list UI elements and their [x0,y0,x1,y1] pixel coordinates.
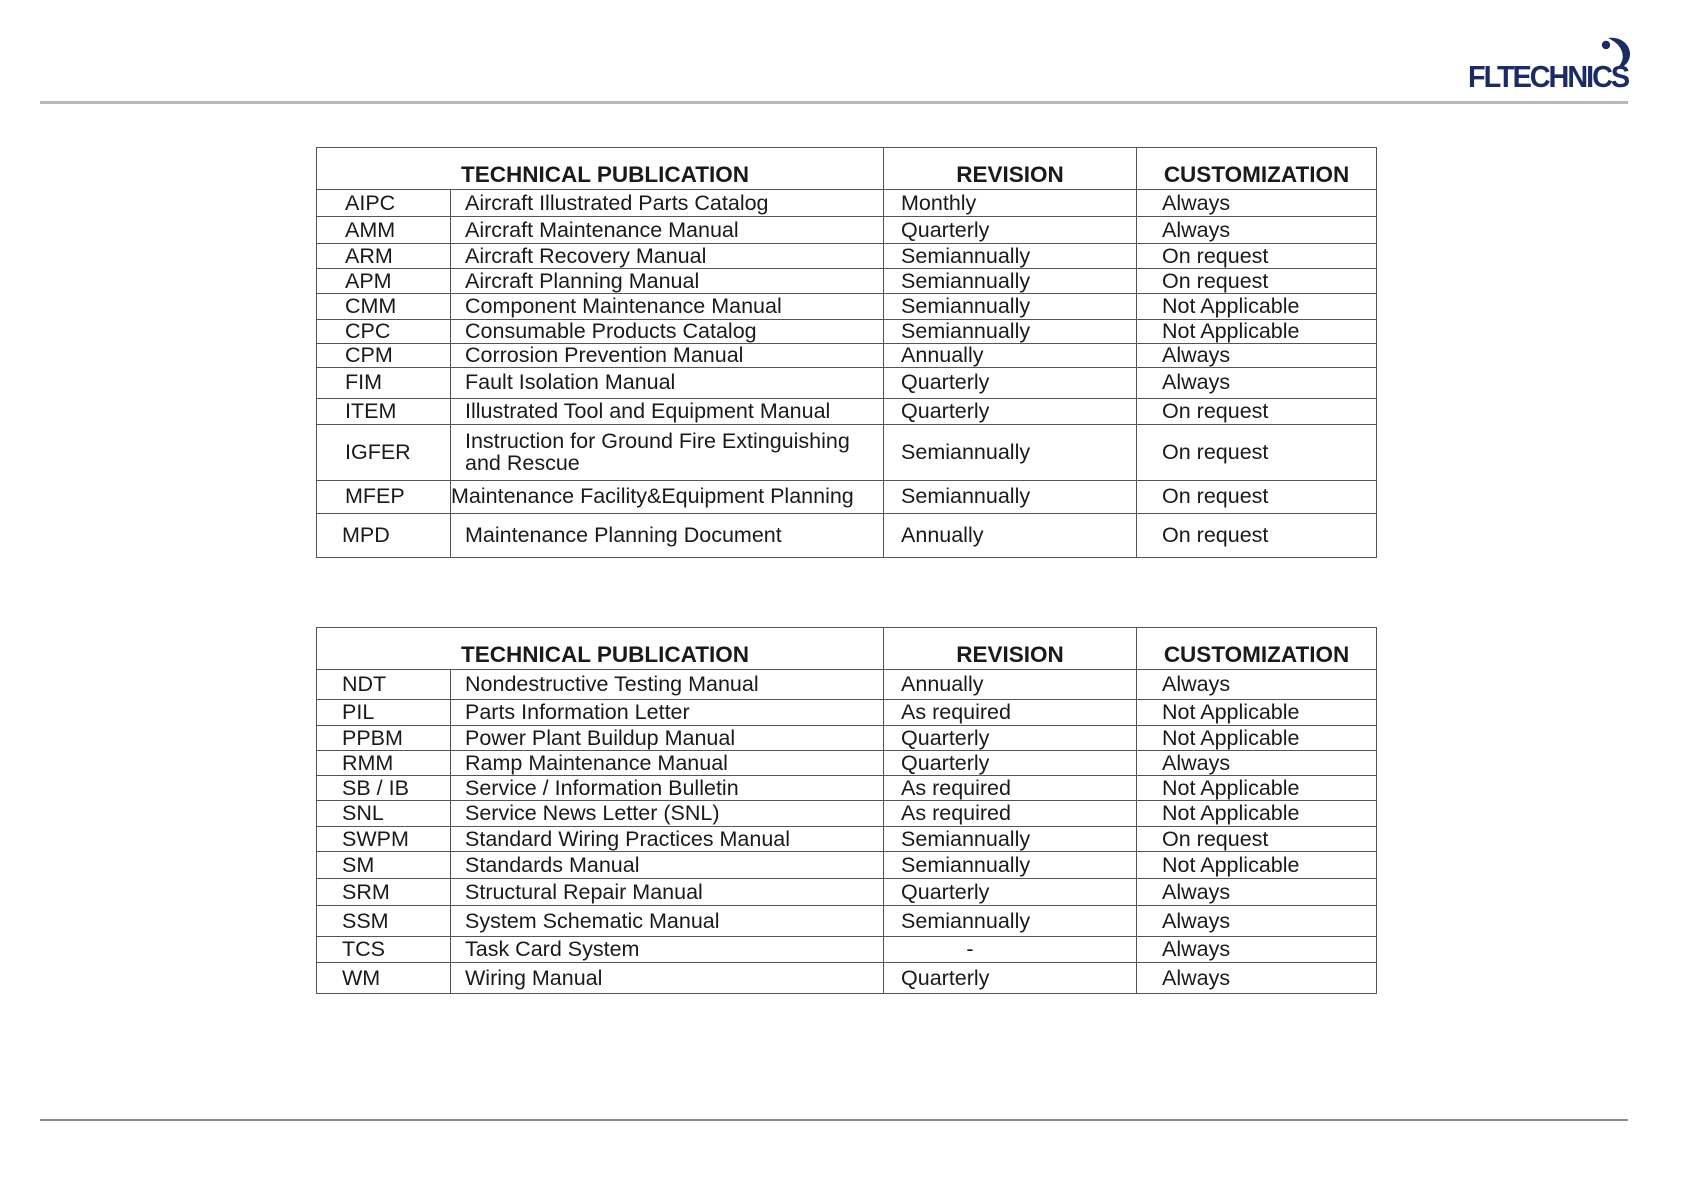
header-divider [40,101,1628,104]
customization-value: Always [1137,217,1377,244]
publication-code: PPBM [317,726,451,751]
header-technical-publication: TECHNICAL PUBLICATION [317,628,884,670]
customization-value: On request [1137,398,1377,424]
publication-title: Nondestructive Testing Manual [451,670,884,700]
publication-title: Instruction for Ground Fire Extinguishing and Rescue [451,424,884,480]
publication-code: SSM [317,906,451,937]
customization-value: Always [1137,670,1377,700]
revision-value: As required [884,776,1137,801]
publication-title: Wiring Manual [451,963,884,994]
customization-value: Not Applicable [1137,294,1377,320]
publication-code: CPM [317,343,451,367]
customization-value: Always [1137,751,1377,776]
header-customization: CUSTOMIZATION [1137,148,1377,190]
customization-value: On request [1137,424,1377,480]
publication-title: Aircraft Planning Manual [451,269,884,294]
table-row [317,513,1377,557]
publication-code: CPC [317,320,451,344]
table-row [317,937,1377,963]
publication-code: IGFER [317,424,451,480]
logo-swoosh-icon [1600,36,1632,70]
publication-code: SNL [317,801,451,827]
revision-value: Quarterly [884,367,1137,398]
publication-code: CMM [317,294,451,320]
technical-publications-table-2 [316,627,1377,994]
customization-value: On request [1137,480,1377,513]
table-header-row [317,628,1377,670]
publication-code: MPD [317,513,451,557]
revision-value: Semiannually [884,320,1137,344]
table-row [317,320,1377,344]
publication-title: Aircraft Recovery Manual [451,244,884,269]
publication-title: Service / Information Bulletin [451,776,884,801]
publication-code: ARM [317,244,451,269]
revision-value: Quarterly [884,963,1137,994]
publication-code: WM [317,963,451,994]
revision-value: As required [884,801,1137,827]
table-row [317,670,1377,700]
table-row [317,424,1377,480]
revision-value: Semiannually [884,424,1137,480]
customization-value: Not Applicable [1137,776,1377,801]
customization-value: Not Applicable [1137,320,1377,344]
publication-code: SWPM [317,827,451,852]
revision-value: Annually [884,670,1137,700]
technical-publications-table-1 [316,147,1377,558]
table-row [317,269,1377,294]
table-row [317,879,1377,906]
publication-title: Aircraft Maintenance Manual [451,217,884,244]
customization-value: Always [1137,343,1377,367]
publication-code: FIM [317,367,451,398]
customization-value: Always [1137,367,1377,398]
customization-value: Always [1137,937,1377,963]
table-row [317,700,1377,726]
publication-title: Parts Information Letter [451,700,884,726]
customization-value: Not Applicable [1137,700,1377,726]
customization-value: Always [1137,879,1377,906]
publication-code: APM [317,269,451,294]
header-revision: REVISION [884,628,1137,670]
table-row [317,801,1377,827]
table-row [317,343,1377,367]
publication-code: SRM [317,879,451,906]
table-row [317,776,1377,801]
table-row [317,726,1377,751]
publication-code: NDT [317,670,451,700]
publication-code: ITEM [317,398,451,424]
revision-value: As required [884,700,1137,726]
revision-value: Semiannually [884,269,1137,294]
header-technical-publication: TECHNICAL PUBLICATION [317,148,884,190]
publication-title: Standards Manual [451,852,884,879]
revision-value: Semiannually [884,906,1137,937]
customization-value: On request [1137,513,1377,557]
publication-code: RMM [317,751,451,776]
publication-code: TCS [317,937,451,963]
customization-value: Not Applicable [1137,852,1377,879]
logo-wordmark: FLTECHNICS [1468,59,1628,94]
table-row [317,963,1377,994]
table-row [317,480,1377,513]
table-row [317,190,1377,217]
publication-title: Maintenance Planning Document [451,513,884,557]
table-row [317,244,1377,269]
customization-value: Always [1137,190,1377,217]
publication-title: System Schematic Manual [451,906,884,937]
table-row [317,217,1377,244]
revision-value: Quarterly [884,398,1137,424]
publication-title: Ramp Maintenance Manual [451,751,884,776]
publication-title: Task Card System [451,937,884,963]
publication-code: AIPC [317,190,451,217]
publication-title: Power Plant Buildup Manual [451,726,884,751]
table-row [317,906,1377,937]
publication-code: PIL [317,700,451,726]
publication-title: Component Maintenance Manual [451,294,884,320]
table-row [317,852,1377,879]
revision-value: - [884,937,1137,963]
revision-value: Semiannually [884,827,1137,852]
publication-title: Illustrated Tool and Equipment Manual [451,398,884,424]
revision-value: Quarterly [884,726,1137,751]
publication-code: SM [317,852,451,879]
revision-value: Semiannually [884,294,1137,320]
header-customization: CUSTOMIZATION [1137,628,1377,670]
publication-title: Consumable Products Catalog [451,320,884,344]
table-row [317,827,1377,852]
revision-value: Annually [884,343,1137,367]
publication-title: Standard Wiring Practices Manual [451,827,884,852]
footer-divider [40,1119,1628,1121]
customization-value: Not Applicable [1137,726,1377,751]
fltechnics-logo [1456,36,1628,92]
table-row [317,398,1377,424]
revision-value: Annually [884,513,1137,557]
header-revision: REVISION [884,148,1137,190]
table-header-row [317,148,1377,190]
customization-value: Always [1137,963,1377,994]
publication-title: Aircraft Illustrated Parts Catalog [451,190,884,217]
table-row [317,294,1377,320]
customization-value: On request [1137,827,1377,852]
publication-code: MFEP [317,480,451,513]
publication-code: AMM [317,217,451,244]
revision-value: Semiannually [884,852,1137,879]
customization-value: Not Applicable [1137,801,1377,827]
customization-value: On request [1137,269,1377,294]
revision-value: Semiannually [884,244,1137,269]
publication-title: Maintenance Facility&Equipment Planning [451,480,884,513]
publication-title: Service News Letter (SNL) [451,801,884,827]
customization-value: Always [1137,906,1377,937]
table-row [317,367,1377,398]
revision-value: Monthly [884,190,1137,217]
customization-value: On request [1137,244,1377,269]
publication-code: SB / IB [317,776,451,801]
revision-value: Quarterly [884,217,1137,244]
table-row [317,751,1377,776]
publication-title: Fault Isolation Manual [451,367,884,398]
revision-value: Quarterly [884,751,1137,776]
publication-title: Corrosion Prevention Manual [451,343,884,367]
publication-title: Structural Repair Manual [451,879,884,906]
revision-value: Semiannually [884,480,1137,513]
revision-value: Quarterly [884,879,1137,906]
